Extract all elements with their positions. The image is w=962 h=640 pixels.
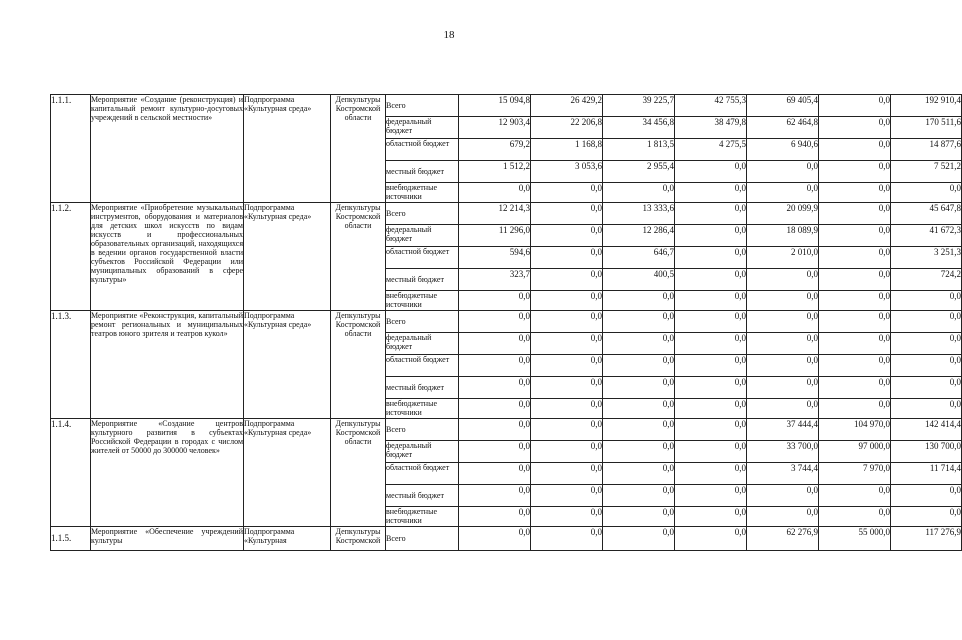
- funding-value: 0,0: [603, 441, 675, 463]
- funding-value: 0,0: [819, 269, 891, 291]
- funding-value: 37 444,4: [747, 419, 819, 441]
- subprogram-name: Подпрограмма «Культурная среда»: [244, 95, 331, 203]
- funding-value: 41 672,3: [891, 225, 962, 247]
- funding-value: 11 296,0: [459, 225, 531, 247]
- funding-value: 646,7: [603, 247, 675, 269]
- funding-source: внебюджетные источники: [386, 399, 459, 419]
- funding-source: местный бюджет: [386, 269, 459, 291]
- funding-value: 0,0: [531, 333, 603, 355]
- funding-value: 0,0: [819, 485, 891, 507]
- measure-code: 1.1.2.: [51, 203, 91, 311]
- table-row: [51, 311, 962, 333]
- funding-value: 0,0: [675, 441, 747, 463]
- funding-value: 0,0: [459, 485, 531, 507]
- funding-value: 0,0: [675, 161, 747, 183]
- funding-value: 0,0: [747, 311, 819, 333]
- table-row: [51, 527, 962, 551]
- funding-value: 0,0: [603, 333, 675, 355]
- funding-value: 0,0: [891, 399, 962, 419]
- funding-value: 0,0: [675, 311, 747, 333]
- funding-value: 0,0: [819, 507, 891, 527]
- funding-source: местный бюджет: [386, 161, 459, 183]
- funding-value: 0,0: [603, 463, 675, 485]
- funding-value: 6 940,6: [747, 139, 819, 161]
- funding-value: 0,0: [675, 527, 747, 551]
- funding-value: 323,7: [459, 269, 531, 291]
- funding-value: 62 464,8: [747, 117, 819, 139]
- funding-value: 192 910,4: [891, 95, 962, 117]
- funding-value: 0,0: [819, 161, 891, 183]
- funding-value: 13 333,6: [603, 203, 675, 225]
- executor-name: Депкультуры Костромской области: [331, 95, 386, 203]
- measure-title: Мероприятие «Создание (реконструкция) и капитальный ремонт культурно-досуговых учреждений в сельской местности»: [91, 95, 244, 203]
- funding-value: 0,0: [459, 183, 531, 203]
- funding-value: 130 700,0: [891, 441, 962, 463]
- funding-value: 0,0: [531, 355, 603, 377]
- funding-value: 0,0: [675, 399, 747, 419]
- funding-value: 0,0: [531, 311, 603, 333]
- funding-value: 12 214,3: [459, 203, 531, 225]
- funding-value: 18 089,9: [747, 225, 819, 247]
- funding-value: 0,0: [603, 291, 675, 311]
- measure-title: Мероприятие «Обеспечение учреждений культуры: [91, 527, 244, 551]
- funding-value: 0,0: [819, 377, 891, 399]
- funding-value: 117 276,9: [891, 527, 962, 551]
- page-number: 18: [443, 29, 455, 41]
- funding-value: 0,0: [675, 225, 747, 247]
- funding-value: 0,0: [891, 355, 962, 377]
- funding-value: 0,0: [819, 247, 891, 269]
- funding-value: 0,0: [603, 355, 675, 377]
- funding-value: 0,0: [675, 291, 747, 311]
- funding-value: 0,0: [603, 419, 675, 441]
- funding-value: 0,0: [531, 225, 603, 247]
- funding-value: 0,0: [531, 441, 603, 463]
- funding-value: 0,0: [531, 507, 603, 527]
- funding-value: 0,0: [531, 485, 603, 507]
- funding-source: областной бюджет: [386, 355, 459, 377]
- measure-title: Мероприятие «Создание центров культурного развития в субъектах Российской Федерации в городах с числом жителей от 50000 до 300000 человек»: [91, 419, 244, 527]
- funding-value: 0,0: [531, 183, 603, 203]
- funding-value: 0,0: [747, 161, 819, 183]
- funding-value: 0,0: [819, 183, 891, 203]
- funding-value: 0,0: [747, 377, 819, 399]
- funding-value: 1 512,2: [459, 161, 531, 183]
- funding-value: 97 000,0: [819, 441, 891, 463]
- executor-name: Депкультуры Костромской области: [331, 311, 386, 419]
- funding-source: федеральный бюджет: [386, 441, 459, 463]
- funding-source: областной бюджет: [386, 247, 459, 269]
- measure-code: 1.1.1.: [51, 95, 91, 203]
- funding-source: Всего: [386, 527, 459, 551]
- funding-value: 0,0: [459, 377, 531, 399]
- measure-code: 1.1.4.: [51, 419, 91, 527]
- funding-value: 0,0: [531, 377, 603, 399]
- funding-value: 0,0: [819, 95, 891, 117]
- funding-value: 0,0: [459, 311, 531, 333]
- funding-value: 0,0: [675, 377, 747, 399]
- funding-value: 3 251,3: [891, 247, 962, 269]
- funding-value: 42 755,3: [675, 95, 747, 117]
- funding-value: 2 955,4: [603, 161, 675, 183]
- funding-value: 0,0: [675, 485, 747, 507]
- funding-value: 15 094,8: [459, 95, 531, 117]
- funding-source: федеральный бюджет: [386, 117, 459, 139]
- funding-value: 45 647,8: [891, 203, 962, 225]
- funding-value: 0,0: [603, 507, 675, 527]
- funding-value: 22 206,8: [531, 117, 603, 139]
- funding-value: 7 521,2: [891, 161, 962, 183]
- funding-value: 0,0: [675, 419, 747, 441]
- measure-code: 1.1.3.: [51, 311, 91, 419]
- funding-value: 0,0: [747, 269, 819, 291]
- funding-source: внебюджетные источники: [386, 183, 459, 203]
- funding-source: внебюджетные источники: [386, 291, 459, 311]
- funding-value: 34 456,8: [603, 117, 675, 139]
- funding-value: 0,0: [531, 203, 603, 225]
- funding-value: 0,0: [531, 399, 603, 419]
- executor-name: Депкультуры Костромской области: [331, 419, 386, 527]
- funding-value: 12 286,4: [603, 225, 675, 247]
- funding-source: областной бюджет: [386, 139, 459, 161]
- funding-value: 11 714,4: [891, 463, 962, 485]
- measure-code: 1.1.5.: [51, 527, 91, 551]
- funding-value: 170 511,6: [891, 117, 962, 139]
- funding-value: 0,0: [819, 139, 891, 161]
- funding-value: 3 744,4: [747, 463, 819, 485]
- subprogram-name: Подпрограмма «Культурная среда»: [244, 419, 331, 527]
- funding-value: 26 429,2: [531, 95, 603, 117]
- funding-value: 0,0: [459, 355, 531, 377]
- funding-value: 0,0: [675, 247, 747, 269]
- funding-value: 0,0: [891, 377, 962, 399]
- funding-value: 0,0: [819, 291, 891, 311]
- executor-name: Депкультуры Костромской: [331, 527, 386, 551]
- funding-value: 0,0: [819, 333, 891, 355]
- funding-value: 0,0: [891, 333, 962, 355]
- budget-table: [50, 94, 962, 551]
- table-row: [51, 95, 962, 117]
- funding-value: 0,0: [675, 183, 747, 203]
- funding-value: 0,0: [459, 419, 531, 441]
- funding-source: местный бюджет: [386, 377, 459, 399]
- funding-value: 0,0: [675, 355, 747, 377]
- funding-value: 12 903,4: [459, 117, 531, 139]
- funding-value: 104 970,0: [819, 419, 891, 441]
- funding-source: федеральный бюджет: [386, 225, 459, 247]
- funding-value: 62 276,9: [747, 527, 819, 551]
- funding-value: 0,0: [603, 399, 675, 419]
- funding-value: 0,0: [891, 485, 962, 507]
- funding-source: Всего: [386, 203, 459, 225]
- funding-source: внебюджетные источники: [386, 507, 459, 527]
- table-row: [51, 419, 962, 441]
- funding-value: 7 970,0: [819, 463, 891, 485]
- funding-value: 0,0: [459, 441, 531, 463]
- funding-value: 38 479,8: [675, 117, 747, 139]
- funding-value: 142 414,4: [891, 419, 962, 441]
- funding-value: 0,0: [819, 355, 891, 377]
- funding-value: 0,0: [747, 183, 819, 203]
- funding-value: 2 010,0: [747, 247, 819, 269]
- funding-value: 0,0: [603, 377, 675, 399]
- funding-value: 0,0: [459, 463, 531, 485]
- funding-value: 0,0: [675, 333, 747, 355]
- funding-value: 1 168,8: [531, 139, 603, 161]
- funding-value: 1 813,5: [603, 139, 675, 161]
- funding-source: Всего: [386, 95, 459, 117]
- funding-value: 0,0: [891, 311, 962, 333]
- funding-value: 69 405,4: [747, 95, 819, 117]
- funding-value: 0,0: [603, 311, 675, 333]
- funding-value: 0,0: [747, 291, 819, 311]
- funding-value: 0,0: [819, 203, 891, 225]
- funding-value: 0,0: [531, 269, 603, 291]
- funding-value: 0,0: [459, 527, 531, 551]
- funding-value: 0,0: [603, 183, 675, 203]
- funding-value: 0,0: [747, 399, 819, 419]
- funding-value: 0,0: [819, 225, 891, 247]
- funding-value: 0,0: [603, 485, 675, 507]
- funding-source: местный бюджет: [386, 485, 459, 507]
- funding-value: 0,0: [459, 291, 531, 311]
- funding-value: 724,2: [891, 269, 962, 291]
- funding-value: 400,5: [603, 269, 675, 291]
- funding-value: 0,0: [531, 527, 603, 551]
- funding-value: 0,0: [531, 291, 603, 311]
- subprogram-name: Подпрограмма «Культурная среда»: [244, 203, 331, 311]
- funding-value: 0,0: [459, 507, 531, 527]
- funding-value: 594,6: [459, 247, 531, 269]
- funding-value: 55 000,0: [819, 527, 891, 551]
- funding-source: областной бюджет: [386, 463, 459, 485]
- funding-value: 0,0: [531, 463, 603, 485]
- funding-value: 0,0: [459, 333, 531, 355]
- funding-value: 0,0: [891, 507, 962, 527]
- funding-value: 0,0: [675, 507, 747, 527]
- funding-value: 0,0: [747, 507, 819, 527]
- funding-value: 0,0: [675, 463, 747, 485]
- funding-value: 0,0: [603, 527, 675, 551]
- funding-value: 33 700,0: [747, 441, 819, 463]
- funding-value: 0,0: [891, 183, 962, 203]
- funding-value: 0,0: [747, 355, 819, 377]
- funding-source: Всего: [386, 311, 459, 333]
- funding-value: 0,0: [459, 399, 531, 419]
- funding-value: 39 225,7: [603, 95, 675, 117]
- funding-value: 679,2: [459, 139, 531, 161]
- subprogram-name: Подпрограмма «Культурная: [244, 527, 331, 551]
- executor-name: Депкультуры Костромской области: [331, 203, 386, 311]
- funding-value: 3 053,6: [531, 161, 603, 183]
- funding-value: 0,0: [675, 269, 747, 291]
- subprogram-name: Подпрограмма «Культурная среда»: [244, 311, 331, 419]
- funding-value: 4 275,5: [675, 139, 747, 161]
- funding-value: 0,0: [819, 399, 891, 419]
- funding-source: федеральный бюджет: [386, 333, 459, 355]
- funding-value: 0,0: [675, 203, 747, 225]
- funding-value: 0,0: [819, 311, 891, 333]
- funding-source: Всего: [386, 419, 459, 441]
- funding-value: 20 099,9: [747, 203, 819, 225]
- funding-value: 0,0: [819, 117, 891, 139]
- funding-value: 0,0: [747, 485, 819, 507]
- table-row: [51, 203, 962, 225]
- funding-value: 0,0: [891, 291, 962, 311]
- funding-value: 0,0: [531, 419, 603, 441]
- funding-value: 0,0: [531, 247, 603, 269]
- measure-title: Мероприятие «Реконструкция, капитальный ремонт региональных и муниципальных театров юного зрителя и театров кукол»: [91, 311, 244, 419]
- measure-title: Мероприятие «Приобретение музыкальных инструментов, оборудования и материалов для детских школ искусств по видам искусств и профессиональных образовательных организаций, находящихся в ведении органов государственной власти субъектов Российской Федерации или муниципальных образований в сфере культуры»: [91, 203, 244, 311]
- funding-value: 0,0: [747, 333, 819, 355]
- funding-value: 14 877,6: [891, 139, 962, 161]
